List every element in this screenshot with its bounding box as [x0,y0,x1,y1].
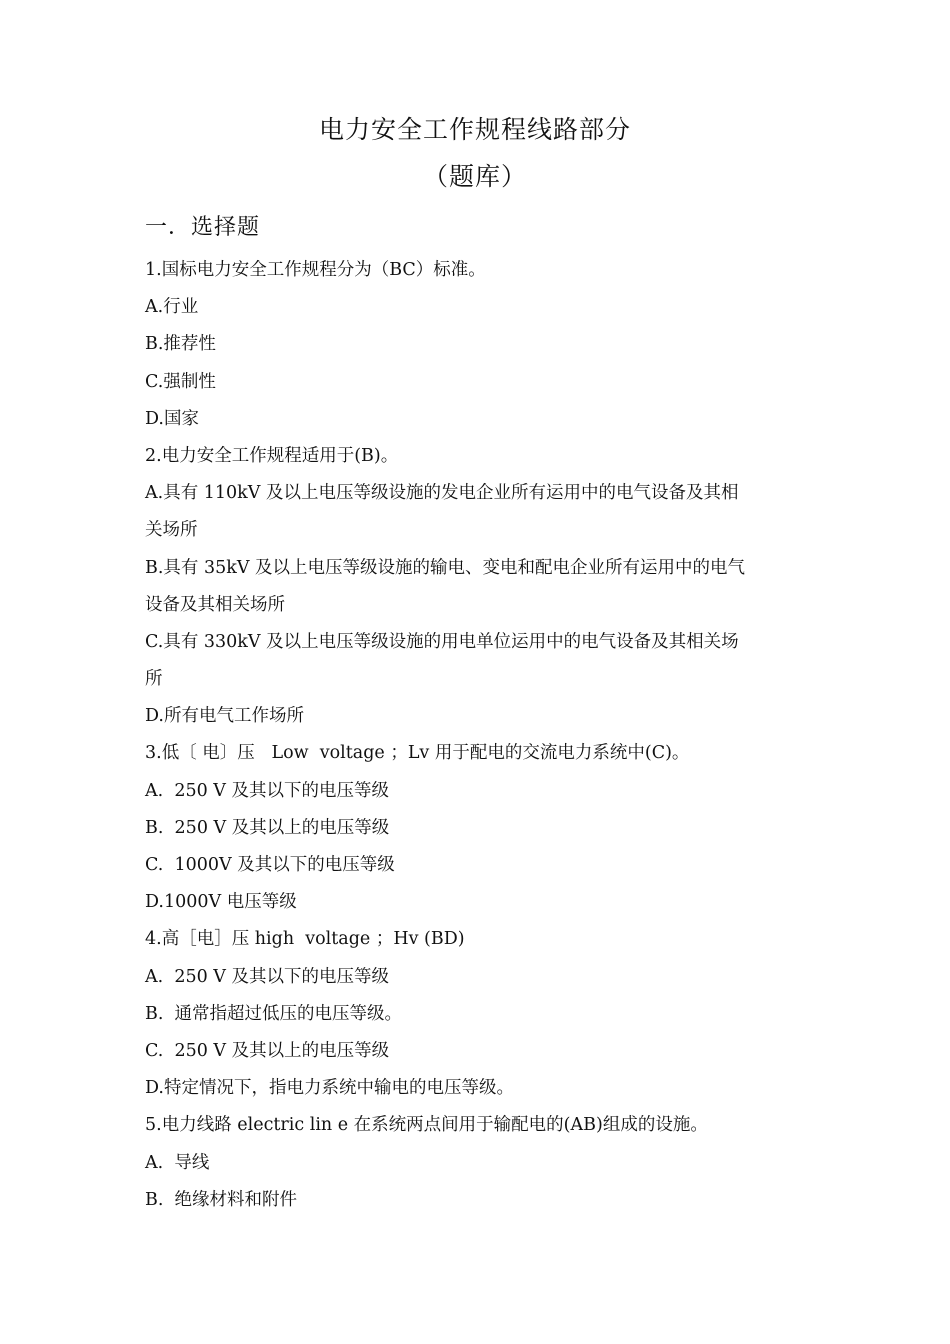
text-line: C. 250 V 及其以上的电压等级 [145,1040,390,1061]
text-line: C.具有 330kV 及以上电压等级设施的用电单位运用中的电气设备及其相关场 [145,631,739,652]
document-subtitle: （题库） [422,162,527,191]
text-line: A.行业 [145,297,199,318]
text-line: 设备及其相关场所 [145,594,285,615]
text-line: A.具有 110kV 及以上电压等级设施的发电企业所有运用中的电气设备及其相 [145,483,739,504]
text-line: B. 通常指超过低压的电压等级。 [145,1003,403,1024]
text-line: 3.低〔 电〕压 Low voltage ；Lv 用于配电的交流电力系统中(C)。 [145,743,690,764]
question-list [145,255,805,1222]
text-line: 所 [145,669,163,690]
text-line: 4.高［电］压 high voltage ；Hv (BD) [145,929,465,950]
text-line: A. 250 V 及其以下的电压等级 [145,966,389,987]
text-line: B.具有 35kV 及以上电压等级设施的输电、变电和配电企业所有运用中的电气 [145,557,746,578]
text-line: C.强制性 [145,371,216,392]
text-line: 1.国标电力安全工作规程分为（BC）标准。 [145,260,486,280]
document-title: 电力安全工作规程线路部分 [318,115,631,144]
text-line: B.推荐性 [145,334,216,355]
text-line: 2.电力安全工作规程适用于(B)。 [145,445,399,466]
text-line: D.国家 [145,408,199,429]
section-heading: 一．选择题 [145,215,261,240]
text-line: 5.电力线路 electric lin e 在系统两点间用于输配电的(AB)组成的设施。 [145,1115,708,1136]
text-line: B. 绝缘材料和附件 [145,1189,298,1210]
text-line: A. 导线 [145,1152,210,1173]
text-line: 关场所 [145,520,198,541]
text-line: D.所有电气工作场所 [145,706,304,727]
text-line: D.特定情况下，指电力系统中输电的电压等级。 [145,1078,514,1099]
text-line: D.1000V 电压等级 [145,892,297,913]
text-line: C. 1000V 及其以下的电压等级 [145,855,395,875]
text-line: B. 250 V 及其以上的电压等级 [145,817,390,838]
text-line: A. 250 V 及其以下的电压等级 [145,780,389,801]
